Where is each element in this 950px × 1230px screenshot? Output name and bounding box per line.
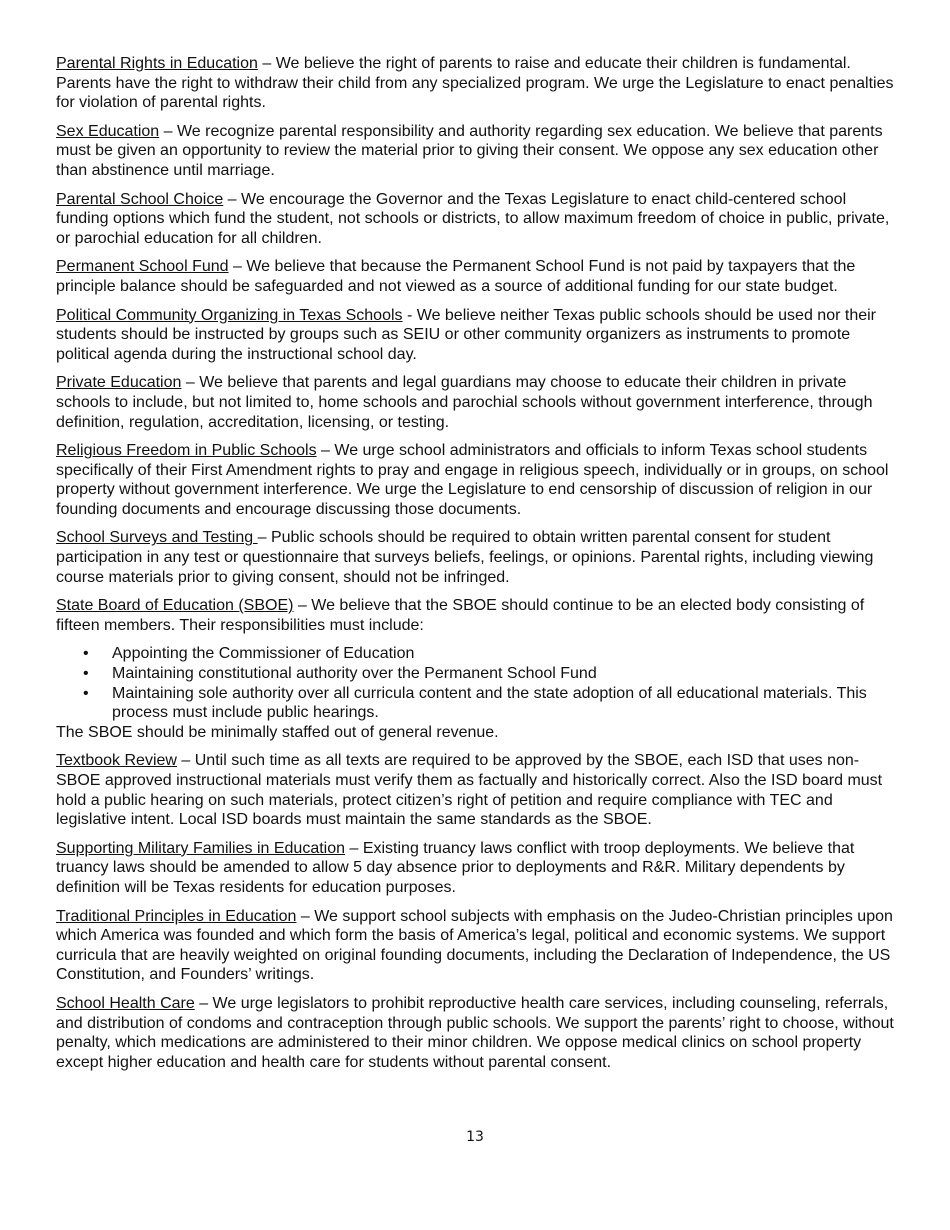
section-traditional-principles: Traditional Principles in Education – We support school subjects with emphasis on the Judeo-Christian principles upon which America was founded and which form the basis of America’s legal, political and economic systems. We support curricula that are heavily weighted on original founding documents, including the Declaration of Independence, the US Constitution, and Founders’ writings. — [56, 907, 893, 984]
section-body: We believe that the SBOE should continue to be an elected body consisting of fifteen members. Their responsibilities must include: — [56, 597, 865, 634]
bullet-icon: • — [83, 665, 89, 683]
section-political-organizing: Political Community Organizing in Texas Schools - We believe neither Texas public schools should be used nor their students should be instructed by groups such as SEIU or other community organizers as instruments to promote political agenda during the instructional school day. — [56, 306, 876, 363]
section-surveys-testing: School Surveys and Testing – Public schools should be required to obtain written parental consent for student participation in any test or questionnaire that surveys beliefs, feelings, or opinions. Parental rights, including viewing course materials prior to giving consent, should not be infringed. — [56, 529, 874, 586]
page-number: 13 — [466, 1129, 484, 1145]
section-heading: Permanent School Fund — [56, 258, 229, 276]
section-heading: Textbook Review — [56, 752, 177, 770]
list-item: • Maintaining constitutional authority over the Permanent School Fund — [83, 665, 597, 683]
section-heading: Religious Freedom in Public Schools — [56, 442, 317, 460]
section-body: We support school subjects with emphasis on the Judeo-Christian principles upon which America was founded and which form the basis of America’s legal, political and economic systems. We support curricula that are heavily weighted on original founding documents, including the Declaration of Independence, the US Constitution, and Founders’ writings. — [56, 907, 893, 984]
section-body: We believe the right of parents to raise and educate their children is fundamental. Parents have the right to withdraw their child from any specialized program. We urge the Legislature to enact penalties for violation of parental rights. — [56, 55, 894, 112]
section-parental-rights: Parental Rights in Education – We believe the right of parents to raise and educate their children is fundamental. Parents have the right to withdraw their child from any specialized program. We urge the Legislature to enact penalties for violation of parental rights. — [56, 55, 894, 112]
section-body: We recognize parental responsibility and authority regarding sex education. We believe that parents must be given an opportunity to review the material prior to giving their consent. We oppose any sex education other than abstinence until marriage. — [56, 122, 883, 179]
section-body: We believe neither Texas public schools should be used nor their students should be instructed by groups such as SEIU or other community organizers as instruments to promote political agenda during the instructional school day. — [56, 306, 876, 363]
list-item: • Appointing the Commissioner of Education — [83, 645, 415, 663]
section-sboe: State Board of Education (SBOE) – We believe that the SBOE should continue to be an elected body consisting of fifteen members. Their responsibilities must include: — [56, 597, 865, 634]
section-religious-freedom: Religious Freedom in Public Schools – We urge school administrators and officials to inform Texas school students specifically of their First Amendment rights to pray and engage in religious speech, individually or in groups, on school property without government interference. We urge the Legislature to end censorship of discussion of religion in our founding documents and encourage discussing those documents. — [56, 442, 889, 518]
section-sex-education: Sex Education – We recognize parental responsibility and authority regarding sex education. We believe that parents must be given an opportunity to review the material prior to giving their consent. We oppose any sex education other than abstinence until marriage. — [56, 122, 883, 179]
list-item: • Maintaining sole authority over all curricula content and the state adoption of all educational materials. This process must include public hearings. — [83, 684, 867, 722]
section-heading: Parental Rights in Education — [56, 55, 258, 72]
section-textbook-review: Textbook Review – Until such time as all texts are required to be approved by the SBOE, each ISD that uses non-SBOE approved instructional materials must verify them as factually and historically correct. Also the ISD board must hold a public hearing on such materials, protect citizen’s right of petition and require compliance with TEC and legislative intent. Local ISD boards must maintain the same standards as the SBOE. — [56, 752, 883, 829]
section-body: Public schools should be required to obtain written parental consent for student participation in any test or questionnaire that surveys beliefs, feelings, or opinions. Parental rights, including viewing course materials prior to giving consent, should not be infringed. — [56, 529, 874, 586]
section-body: We encourage the Governor and the Texas Legislature to enact child-centered school funding options which fund the student, not schools or districts, to allow maximum freedom of choice in public, private, or parochial education for all children. — [56, 190, 890, 247]
section-heading: School Health Care — [56, 994, 195, 1012]
section-heading: Private Education — [56, 374, 182, 392]
section-school-health-care: School Health Care – We urge legislators to prohibit reproductive health care services, including counseling, referrals, and distribution of condoms and contraception through public schools. We support the parents’ right to choose, without penalty, which medications are administered to their minor children. We oppose medical clinics on school property except higher education and health care for students without parental consent. — [56, 994, 894, 1071]
document-body — [56, 54, 896, 1081]
section-private-education: Private Education – We believe that parents and legal guardians may choose to educate their children in private schools to include, but not limited to, home schools and parochial schools without government interference, through definition, regulation, accreditation, licensing, or testing. — [56, 374, 873, 431]
section-school-choice: Parental School Choice – We encourage the Governor and the Texas Legislature to enact child-centered school funding options which fund the student, not schools or districts, to allow maximum freedom of choice in public, private, or parochial education for all children. — [56, 190, 890, 247]
section-body: Until such time as all texts are required to be approved by the SBOE, each ISD that uses non-SBOE approved instructional materials must verify them as factually and historically correct. Also the ISD board must hold a public hearing on such materials, protect citizen’s right of petition and require compliance with TEC and legislative intent. Local ISD boards must maintain the same standards as the SBOE. — [56, 752, 883, 829]
section-body: We urge school administrators and officials to inform Texas school students specifically of their First Amendment rights to pray and engage in religious speech, individually or in groups, on school property without government interference. We urge the Legislature to end censorship of discussion of religion in our founding documents and encourage discussing those documents. — [56, 442, 889, 518]
bullet-icon: • — [83, 684, 89, 702]
section-permanent-school-fund: Permanent School Fund – We believe that because the Permanent School Fund is not paid by taxpayers that the principle balance should be safeguarded and not viewed as a source of additional funding for our state budget. — [56, 258, 856, 295]
section-heading: School Surveys and Testing — [56, 529, 258, 547]
section-heading: Sex Education — [56, 122, 160, 140]
sboe-responsibilities-list — [56, 644, 896, 722]
sboe-staffing-note: The SBOE should be minimally staffed out of general revenue. — [56, 723, 499, 741]
section-heading: Supporting Military Families in Education — [56, 839, 346, 857]
section-heading: Traditional Principles in Education — [56, 907, 297, 925]
section-heading: State Board of Education (SBOE) — [56, 597, 294, 615]
section-heading: Parental School Choice — [56, 190, 224, 208]
section-body: We believe that because the Permanent School Fund is not paid by taxpayers that the principle balance should be safeguarded and not viewed as a source of additional funding for our state budget. — [56, 258, 856, 295]
section-military-families: Supporting Military Families in Education – Existing truancy laws conflict with troop deployments. We believe that truancy laws should be amended to allow 5 day absence prior to deployments and R&R. Military dependents by definition will be Texas residents for education purposes. — [56, 839, 855, 896]
bullet-icon: • — [83, 645, 89, 663]
section-body: Existing truancy laws conflict with troop deployments. We believe that truancy laws should be amended to allow 5 day absence prior to deployments and R&R. Military dependents by definition will be Texas residents for education purposes. — [56, 839, 855, 896]
section-heading: Political Community Organizing in Texas Schools — [56, 306, 403, 324]
section-body: We urge legislators to prohibit reproductive health care services, including counseling, referrals, and distribution of condoms and contraception through public schools. We support the parents’ right to choose, without penalty, which medications are administered to their minor children. We oppose medical clinics on school property except higher education and health care for students without parental consent. — [56, 994, 894, 1071]
section-body: We believe that parents and legal guardians may choose to educate their children in private schools to include, but not limited to, home schools and parochial schools without government interference, through definition, regulation, accreditation, licensing, or testing. — [56, 374, 873, 431]
